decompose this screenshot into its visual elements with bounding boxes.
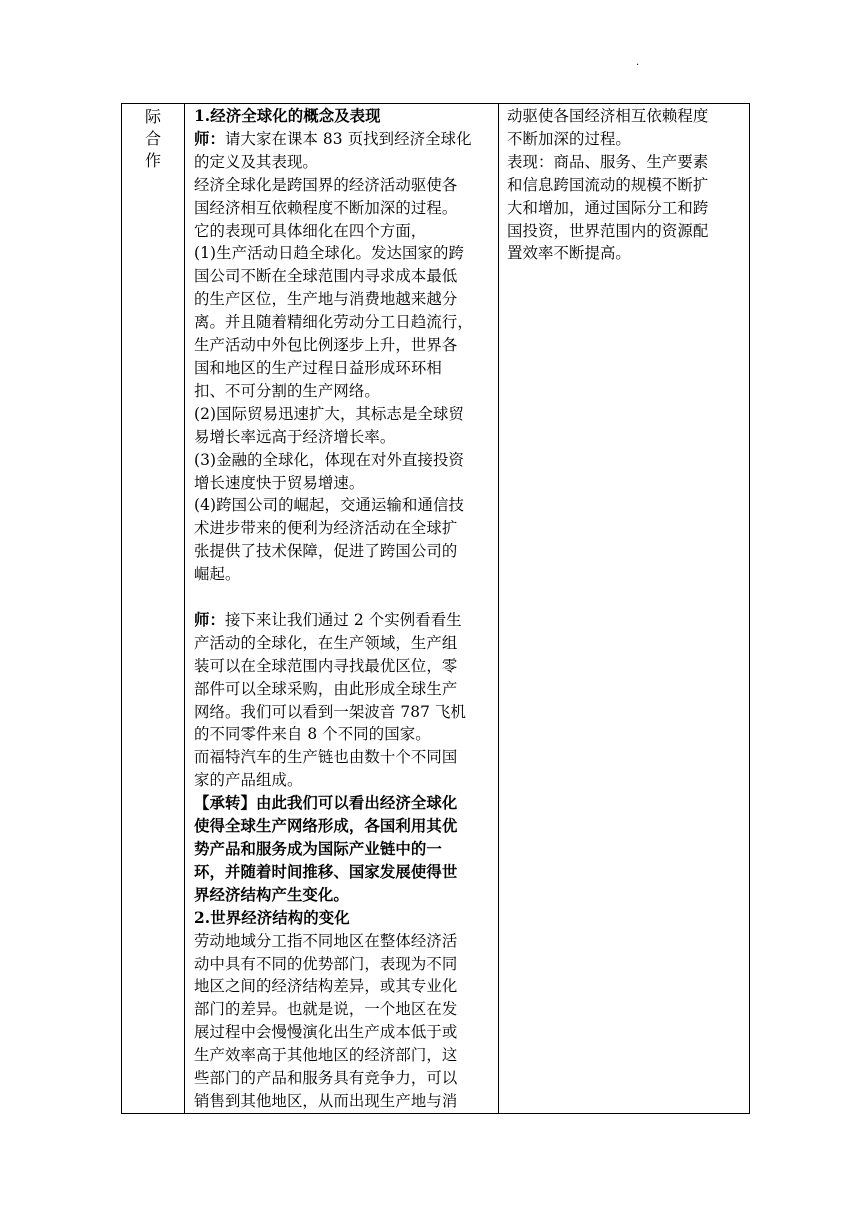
teacher-prompt-1: 师：请大家在课本 83 页找到经济全球化 的定义及其表现。 <box>194 129 472 171</box>
blank-line <box>194 586 491 609</box>
teacher-activity-text <box>185 104 498 1113</box>
transition-paragraph: 【承转】由此我们可以看出经济全球化 使得全球生产网络形成，各国利用其优 势产品和服务成为国际产业链中的一 环，并随着时间推移、国家发展使得世 界经济结构产生变化。 <box>194 794 458 904</box>
teacher-lead: 师： <box>194 610 225 629</box>
stage-label <box>122 104 184 172</box>
stage-label-char: 合 <box>144 129 161 148</box>
section-heading-2: 2.世界经济结构的变化 <box>194 908 350 927</box>
paragraph-point-3: (3)金融的全球化，体现在对外直接投资 增长速度快于贸易增速。 <box>194 450 464 492</box>
teacher-lead: 师： <box>194 129 225 148</box>
paragraph-point-2: (2)国际贸易迅速扩大，其标志是全球贸 易增长率远高于经济增长率。 <box>194 404 464 446</box>
paragraph-point-4: (4)跨国公司的崛起，交通运输和通信技 术进步带来的便利为经济活动在全球扩 张提供了技术保障，促进了跨国公司的 崛起。 <box>194 496 464 584</box>
paragraph-definition: 经济全球化是跨国界的经济活动驱使各 国经济相互依赖程度不断加深的过程。 它的表现可具体细化在四个方面， <box>194 175 458 240</box>
table-row <box>122 104 750 1114</box>
lesson-table <box>121 103 750 1114</box>
paragraph-point-1: (1)生产活动日趋全球化。发达国家的跨 国公司不断在全球范围内寻求成本最低 的生产区位，生产地与消费地越来越分 离。并且随着精细化劳动分工日趋流行， 生产活动中外包比例逐步上升，世界各 国和地区的生产过程日益形成环环相 扣、不可分割的生产网络。 <box>194 244 473 400</box>
teacher-prompt-2: 师：接下来让我们通过 2 个实例看看生 产活动的全球化，在生产领域，生产组 装可以在全球范围内寻找最优区位，零 部件可以全球采购，由此形成全球生产 网络。我们可以看到一架波音 787 飞机 的不同零件来自 8 个不同的国家。 <box>194 610 467 744</box>
stage-label-cell <box>122 104 185 1114</box>
answer-manifestation: 表现：商品、服务、生产要素 和信息跨国流动的规模不断扩 大和增加，通过国际分工和跨 国投资，世界范围内的资源配 置效率不断提高。 <box>507 152 709 263</box>
answer-definition: 动驱使各国经济相互依赖程度 不断加深的过程。 <box>507 107 709 148</box>
section-heading-1: 1.经济全球化的概念及表现 <box>194 107 381 125</box>
header-dot: . <box>636 57 640 68</box>
teacher-activity-cell <box>185 104 499 1114</box>
student-activity-cell <box>499 104 750 1114</box>
stage-label-char: 作 <box>144 151 161 170</box>
student-activity-text <box>499 104 749 265</box>
paragraph-division-of-labor: 劳动地域分工指不同地区在整体经济活 动中具有不同的优势部门，表现为不同 地区之间的经济结构差异，或其专业化 部门的差异。也就是说，一个地区在发 展过程中会慢慢演化出生产成本低于或 生产效率高于其他地区的经济部门，这 些部门的产品和服务具有竞争力，可以 销售到其他地区，从而出现生产地与消 <box>194 931 458 1110</box>
paragraph-ford: 而福特汽车的生产链也由数十个不同国 家的产品组成。 <box>194 748 458 790</box>
stage-label-char: 际 <box>144 107 161 126</box>
